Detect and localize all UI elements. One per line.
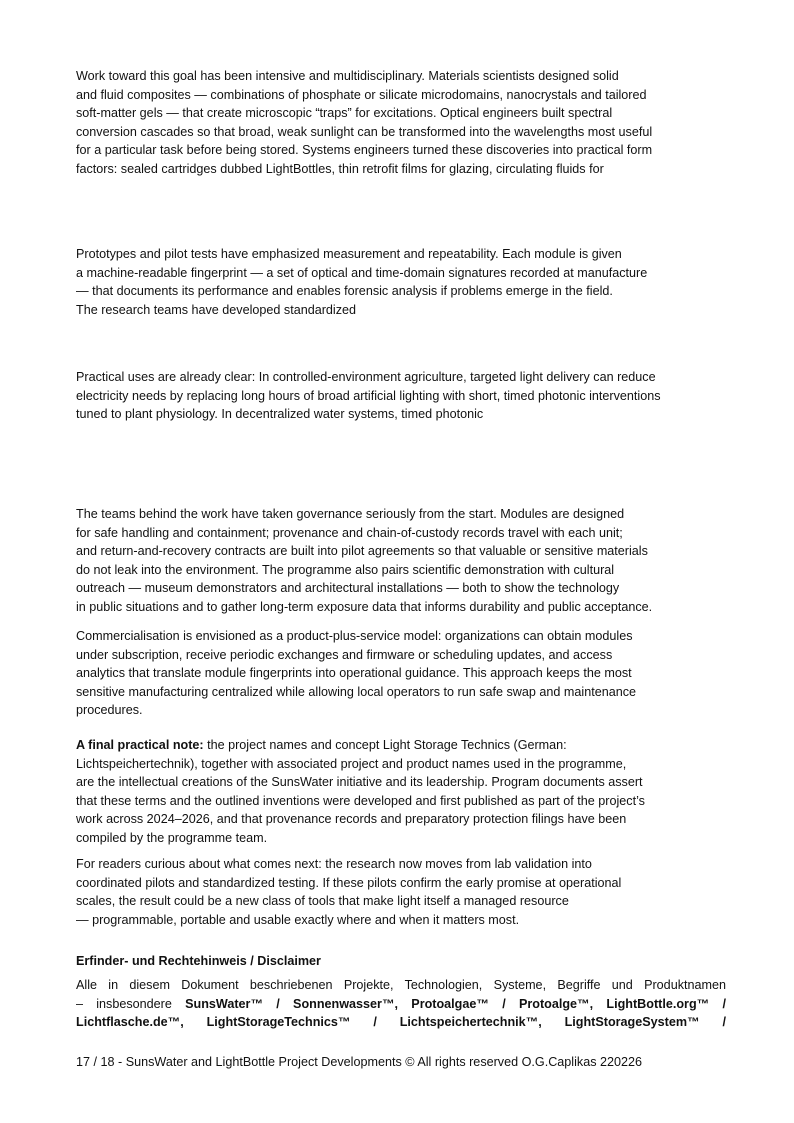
disclaimer-text: [76, 976, 726, 1032]
text-line: scales, the result could be a new class of tools that make light itself a managed resource: [76, 894, 569, 909]
text-line: Work toward this goal has been intensive and multidisciplinary. Materials scientists designed solid: [76, 69, 619, 83]
text-line: The research teams have developed standardized: [76, 302, 357, 317]
text-line: under subscription, receive periodic exchanges and firmware or scheduling updates, and access: [76, 647, 613, 662]
disclaimer-trademarks: Lichtflasche.de™, LightStorageTechnics™ / Lichtspeichertechnik™, LightStorageSystem™ /: [76, 1015, 726, 1030]
text-line: [76, 995, 726, 1014]
text-line: Commercialisation is envisioned as a product-plus-service model: organizations can obtain modules: [76, 629, 633, 643]
paragraph-practical-uses: [76, 368, 661, 424]
paragraph-whats-next: [76, 855, 621, 929]
text-line: work across 2024–2026, and that provenance records and preparatory protection filings have been: [76, 812, 627, 827]
text-line: coordinated pilots and standardized testing. If these pilots confirm the early promise at operational: [76, 875, 622, 890]
text-line: — that documents its performance and enables forensic analysis if problems emerge in the field.: [76, 284, 613, 299]
text-line: factors: sealed cartridges dubbed LightBottles, thin retrofit films for glazing, circulating fluids for: [76, 161, 604, 176]
final-note-lead: A final practical note:: [76, 738, 204, 752]
text-line: tuned to plant physiology. In decentralized water systems, timed photonic: [76, 407, 484, 422]
text-line: Practical uses are already clear: In controlled-environment agriculture, targeted light delivery can reduce: [76, 370, 656, 384]
text-line: are the intellectual creations of the SunsWater initiative and its leadership. Program documents assert: [76, 775, 643, 790]
paragraph-research-work: [76, 67, 652, 179]
text-line: [76, 736, 645, 755]
text-line: Lichtspeichertechnik), together with associated project and product names used in the programme,: [76, 756, 627, 771]
page-footer: 17 / 18 - SunsWater and LightBottle Project Developments © All rights reserved O.G.Caplikas 220226: [76, 1055, 643, 1069]
text-line: electricity needs by replacing long hours of broad artificial lighting with short, timed photonic interventions: [76, 388, 661, 403]
paragraph-final-note: [76, 736, 645, 848]
text-line: that these terms and the outlined inventions were developed and first published as part of the project’s: [76, 793, 645, 808]
disclaimer-trademarks: SunsWater™ / Sonnenwasser™, Protoalgae™ / Protoalge™, LightBottle.org™ /: [185, 996, 726, 1011]
final-note-text: the project names and concept Light Storage Technics (German:: [203, 738, 567, 752]
text-line: For readers curious about what comes next: the research now moves from lab validation into: [76, 857, 592, 871]
text-line: sensitive manufacturing centralized while allowing local operators to run safe swap and maintenance: [76, 684, 637, 699]
text-line: for safe handling and containment; provenance and chain-of-custody records travel with each unit;: [76, 525, 623, 540]
text-line: do not leak into the environment. The programme also pairs scientific demonstration with cultural: [76, 562, 615, 577]
text-line: and return-and-recovery contracts are built into pilot agreements so that valuable or sensitive materials: [76, 544, 648, 559]
text-line: compiled by the programme team.: [76, 830, 268, 845]
text-line: procedures.: [76, 703, 143, 718]
text-line: Alle in diesem Dokument beschriebenen Projekte, Technologien, Systeme, Begriffe und Produktnamen: [76, 978, 726, 992]
paragraph-commercialisation: [76, 627, 636, 720]
text-line: in public situations and to gather long-term exposure data that informs durability and public acceptance.: [76, 599, 653, 614]
text-line: outreach — museum demonstrators and architectural installations — both to show the technology: [76, 581, 620, 596]
text-line: Prototypes and pilot tests have emphasized measurement and repeatability. Each module is given: [76, 247, 622, 261]
paragraph-governance: [76, 505, 652, 617]
text-line: a machine-readable fingerprint — a set of optical and time-domain signatures recorded at manufacture: [76, 265, 648, 280]
text-line: The teams behind the work have taken governance seriously from the start. Modules are designed: [76, 507, 625, 521]
text-line: for a particular task before being stored. Systems engineers turned these discoveries into practical form: [76, 143, 653, 158]
disclaimer-prefix: – insbesondere: [76, 996, 186, 1011]
text-line: and fluid composites — combinations of phosphate or silicate microdomains, nanocrystals and tailored: [76, 87, 647, 102]
text-line: — programmable, portable and usable exactly where and when it matters most.: [76, 912, 520, 927]
paragraph-prototypes: [76, 245, 647, 319]
text-line: conversion cascades so that broad, weak sunlight can be transformed into the wavelengths most useful: [76, 124, 653, 139]
text-line: soft-matter gels — that create microscopic “traps” for excitations. Optical engineers built spectral: [76, 106, 613, 121]
text-line: analytics that translate module fingerprints into operational guidance. This approach keeps the most: [76, 666, 632, 681]
disclaimer-heading: Erfinder- und Rechtehinweis / Disclaimer: [76, 954, 321, 968]
